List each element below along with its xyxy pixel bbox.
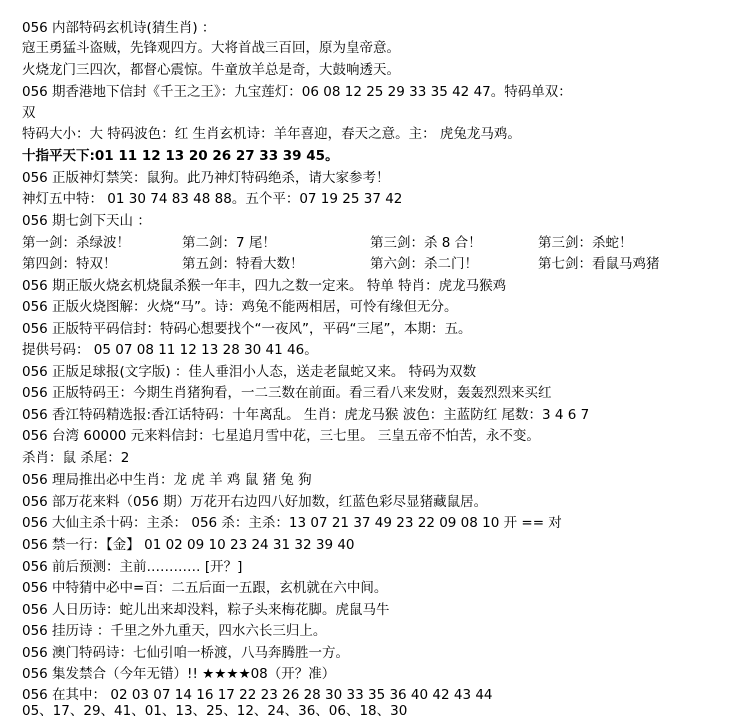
- fire-mystery-line: 056 期正版火烧玄机烧鼠杀猴一年丰，四九之数一定来。 特单 特肖：虎龙马猴鸡: [22, 278, 507, 294]
- title-poem-heading: 056 内部特码玄机诗(猜生肖) ：: [22, 20, 216, 36]
- special-king-line: 056 正版特码王：今期生肖猪狗看，一二三数在前面。看三看八来发财，轰轰烈烈来买红: [22, 385, 552, 401]
- manager-zodiac-line: 056 理局推出必中生肖：龙 虎 羊 鸡 鼠 猪 兔 狗: [22, 472, 312, 488]
- size-color-line: 特码大小：大 特码波色：红 生肖玄机诗：羊年喜迎，春天之意。主： 虎兔龙马鸡。: [22, 126, 521, 142]
- immortal-kill-line: 056 大仙主杀十码：主杀： 056 杀：主杀：13 07 21 37 49 23 22 09 08 10 开 == 对: [22, 515, 562, 531]
- provided-numbers-line: 提供号码： 05 07 08 11 12 13 28 30 41 46。: [22, 342, 318, 358]
- wanhua-line: 056 部万花来料（056 期）万花开右边四八好加数，红蓝色彩尽显猪藏鼠居。: [22, 494, 488, 510]
- special-flat-envelope-line: 056 正版特平码信封：特码心想要找个“一夜风”，平码“三尾”，本期：五。: [22, 321, 472, 337]
- sword-5: 第五剑：特看大数！: [182, 256, 304, 272]
- taiwan-envelope-line: 056 台湾 60000 元来料信封：七星追月雪中花，三七里。 三皇五帝不怕苦，永不变。: [22, 428, 540, 444]
- forecast-line: 056 前后预测：主前………… [开？]: [22, 559, 243, 575]
- sword-2: 第二剑：7 尾！: [182, 235, 276, 251]
- sword-6: 第六剑：杀二门！: [370, 256, 478, 272]
- hk-selection-line: 056 香江特码精选报:香江话特码：十年离乱。 生肖：虎龙马猴 波色：主蓝防红 尾数：3 4 6 7: [22, 407, 590, 423]
- kill-zodiac-line: 杀肖：鼠 杀尾：2: [22, 450, 130, 466]
- hk-envelope-line: 056 期香港地下信封《千王之王》：九宝莲灯：06 08 12 25 29 33 35 42 47。特码单双：: [22, 84, 572, 100]
- magic-lamp-line: 056 正版神灯禁笑：鼠狗。此乃神灯特码绝杀，请大家参考！: [22, 170, 390, 186]
- sword-3b: 第三剑：杀蛇！: [538, 235, 633, 251]
- seven-swords-heading: 056 期七剑下天山 ：: [22, 213, 151, 229]
- sword-3: 第三剑：杀 8 合！: [370, 235, 482, 251]
- poem-line-2: 火烧龙门三四次，都督心震惊。牛童放羊总是奇，大鼓响透天。: [22, 62, 400, 78]
- calendar-poem-line: 056 人日历诗：蛇儿出来却没料，粽子头来梅花脚。虎鼠马牛: [22, 602, 390, 618]
- number-sequence-line: 05、17、29、41、01、13、25、12、24、36、06、18、30: [22, 703, 408, 719]
- sword-1: 第一剑：杀绿波！: [22, 235, 130, 251]
- sword-4: 第四剑：特双！: [22, 256, 117, 272]
- macau-poem-line: 056 澳门特码诗：七仙引咱一桥渡，八马奔腾胜一方。: [22, 645, 350, 661]
- swords-row-1: [22, 233, 728, 253]
- hanging-calendar-line: 056 挂历诗 ：千里之外九重天，四水六长三归上。: [22, 623, 327, 639]
- swords-row-2: [22, 254, 728, 274]
- football-paper-line: 056 正版足球报(文字版) ：佳人垂泪小人态，送走老鼠蛇又来。 特码为双数: [22, 364, 477, 380]
- hk-envelope-continuation: 双: [22, 105, 36, 121]
- sword-7: 第七剑：看鼠马鸡猪: [538, 256, 660, 272]
- guess-hit-line: 056 中特猜中必中=百：二五后面一五跟，玄机就在六中间。: [22, 580, 388, 596]
- ten-fingers-line: 十指平天下:01 11 12 13 20 26 27 33 39 45。: [22, 148, 339, 164]
- poem-line-1: 寇王勇猛斗盗贼，先锋观四方。大将首战三百回，原为皇帝意。: [22, 40, 400, 56]
- jifa-line: 056 集发禁合（今年无错）!! ★★★★08（开？准）: [22, 666, 336, 682]
- fire-picture-line: 056 正版火烧图解：火烧“马”。诗：鸡兔不能两相居，可怜有缘但无分。: [22, 299, 458, 315]
- ban-row-line: 056 禁一行：【金】 01 02 09 10 23 24 31 32 39 40: [22, 537, 355, 553]
- magic-lamp-numbers-line: 神灯五中特： 01 30 74 83 48 88。五个平：07 19 25 37 42: [22, 191, 403, 207]
- in-it-line: 056 在其中： 02 03 07 14 16 17 22 23 26 28 30 33 35 36 40 42 43 44: [22, 687, 493, 703]
